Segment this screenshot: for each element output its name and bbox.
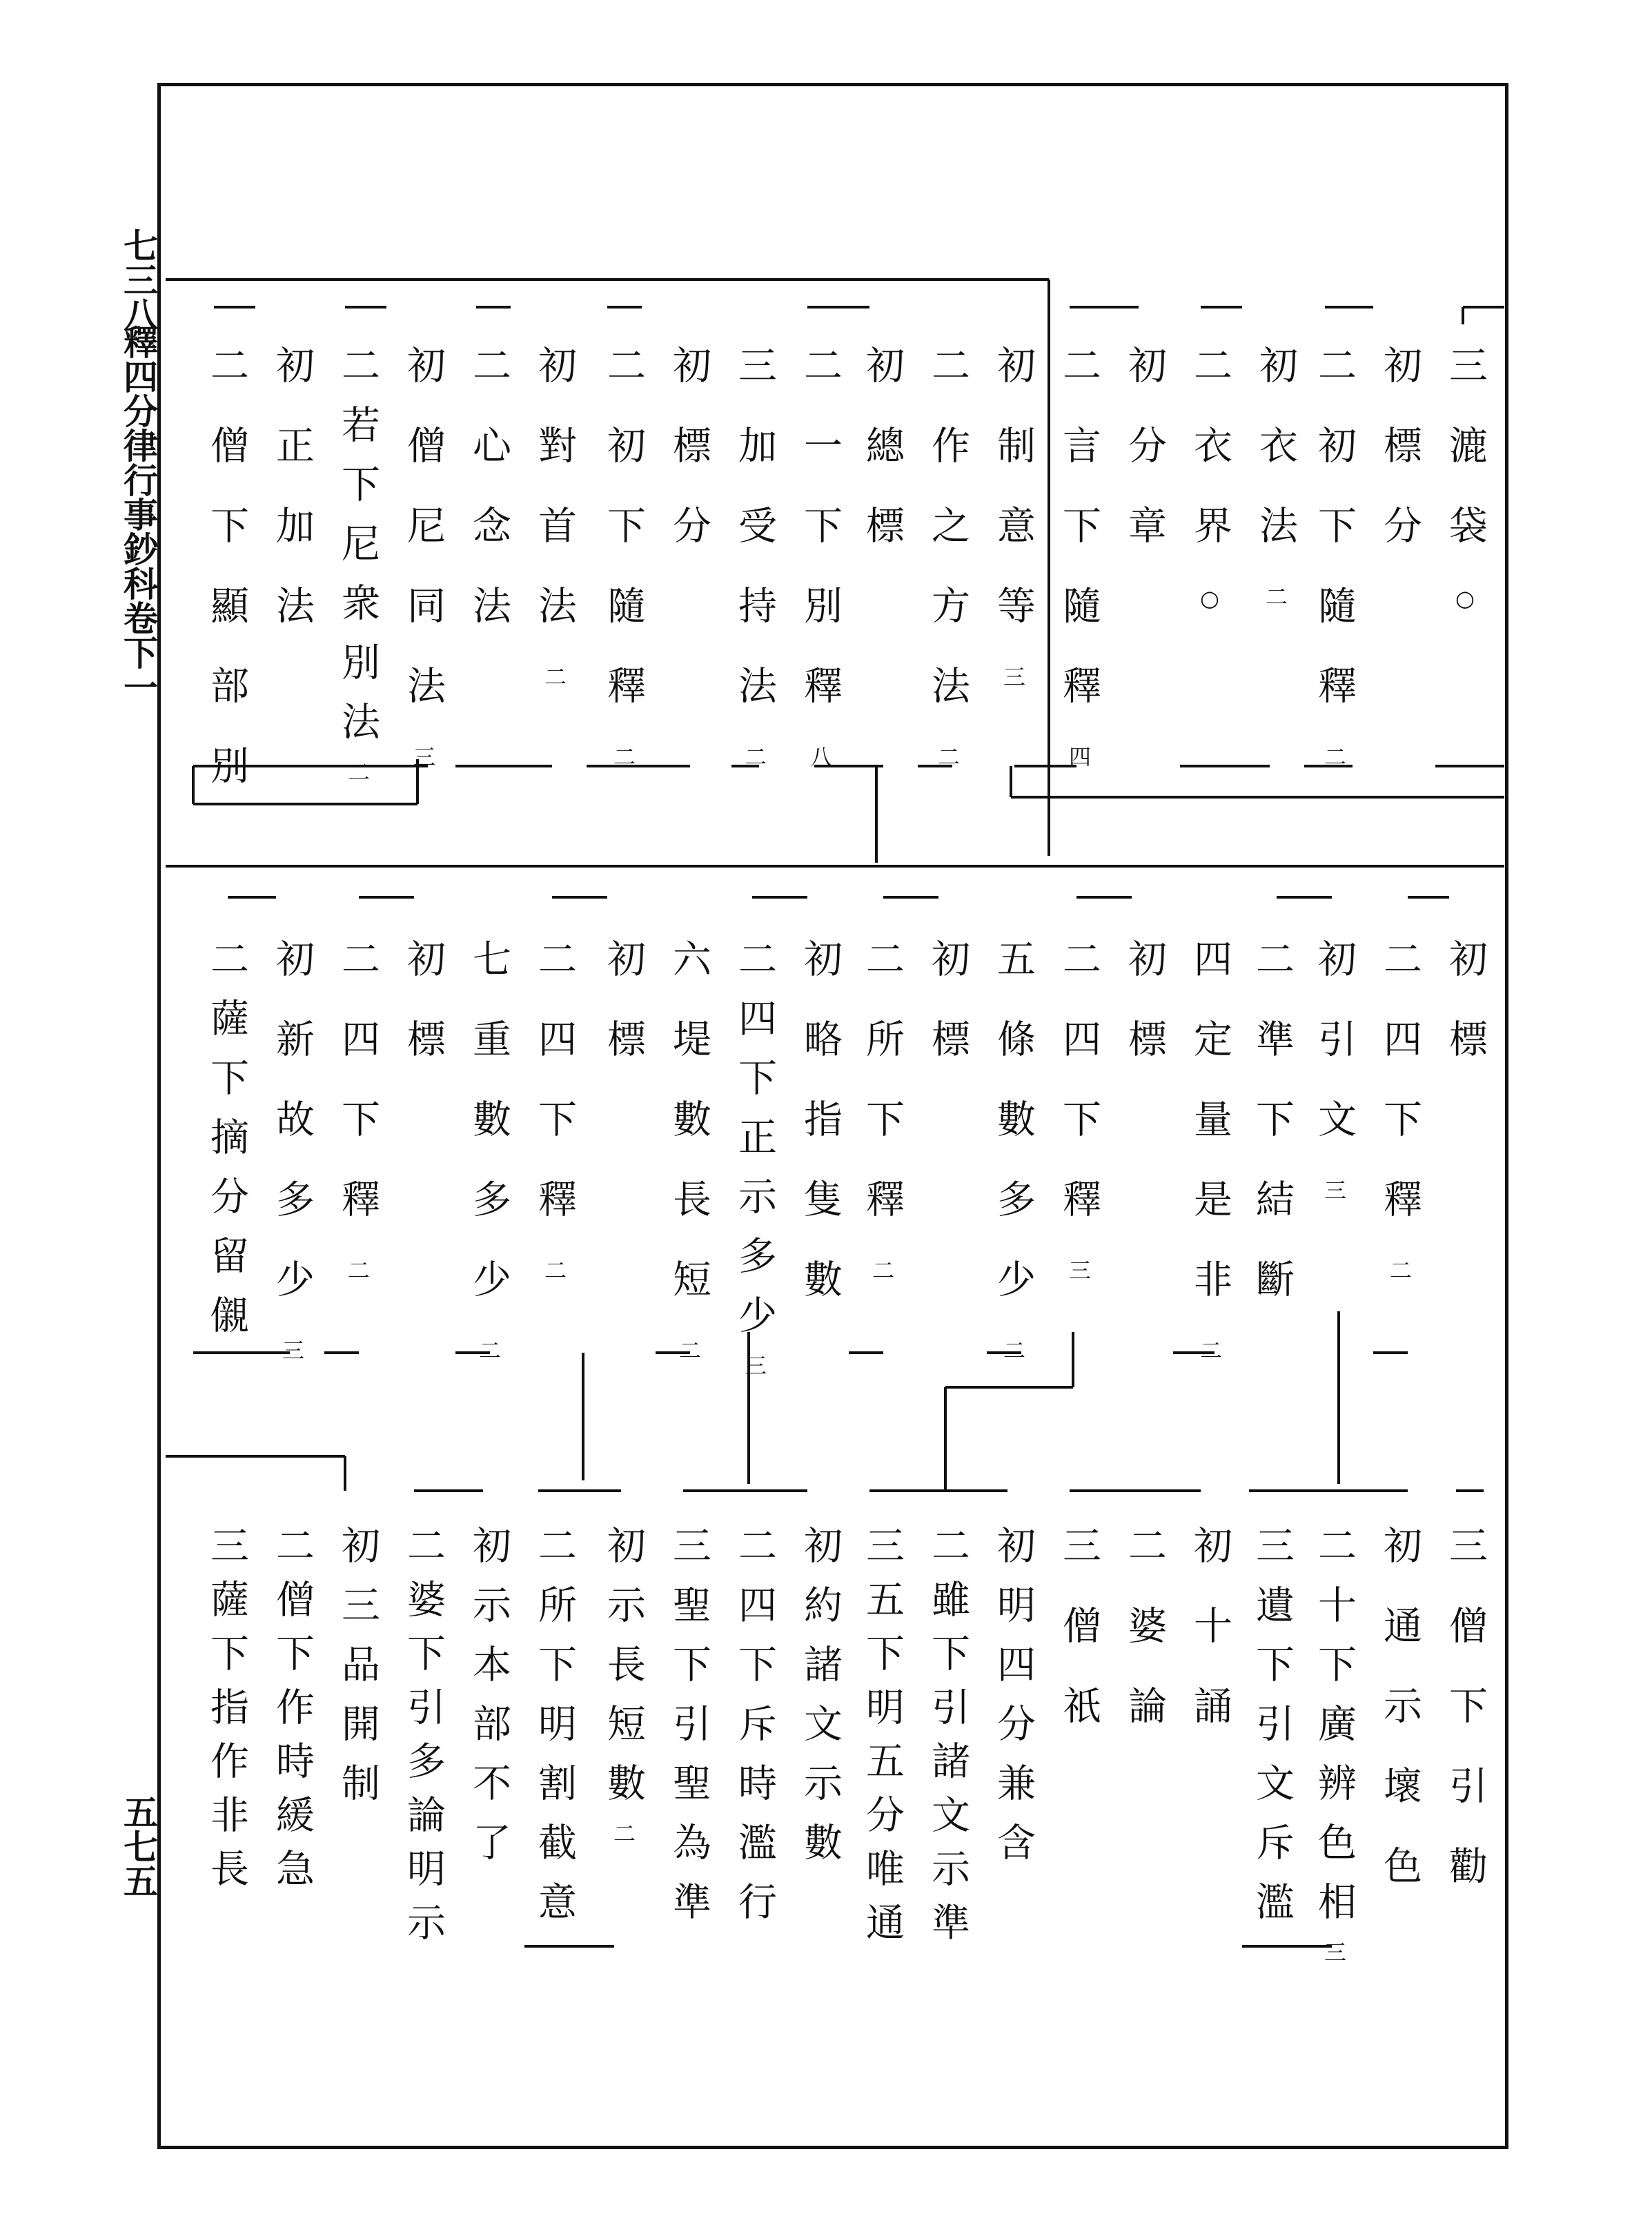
row1-col-15: 初對首法二 [532, 345, 577, 687]
row1-col-14: 二初下隨釋二 [601, 345, 646, 767]
row2-col-20: 二薩下摘分留儭 [204, 939, 249, 1354]
page-number: 五七五 [118, 1794, 159, 1898]
row1-col-6: 初分章 [1122, 345, 1167, 585]
row2-col-3: 初引文三 [1312, 939, 1357, 1201]
row1-col-8: 初制意等三 [991, 345, 1036, 687]
row2-col-1: 初標 [1443, 939, 1488, 1099]
row3-col-15: 二所下明割截意 [532, 1525, 577, 1941]
row3-col-10: 三五下明五分唯通 [860, 1525, 905, 1956]
row2-col-19: 初新故多少三 [270, 939, 315, 1361]
row2-col-6: 初標 [1122, 939, 1167, 1099]
row1-col-16: 二心念法 [466, 345, 511, 665]
row2-col-5: 四定量是非二 [1188, 939, 1232, 1361]
row3-col-7: 三僧祇 [1056, 1525, 1101, 1765]
book-title: 釋四分律行事鈔科卷下一 [118, 324, 159, 704]
row2-col-8: 五條數多少二 [991, 939, 1036, 1361]
row1-col-5: 二衣界○ [1188, 345, 1232, 611]
row2-col-17: 初標 [401, 939, 446, 1099]
row3-col-12: 二四下斥時濫行 [732, 1525, 777, 1941]
row3-col-1: 三僧下引勸 [1443, 1525, 1488, 1926]
row3-col-2: 初通示壞色 [1377, 1525, 1422, 1926]
row1-col-19: 初正加法 [270, 345, 315, 665]
row3-col-9: 二雖下引諸文示準 [925, 1525, 970, 1956]
row3-col-11: 初約諸文示數 [798, 1525, 843, 1881]
row2-col-18: 二四下釋二 [335, 939, 380, 1281]
row1-col-3: 二初下隨釋二 [1312, 345, 1357, 767]
row3-col-17: 二婆下引多論明示 [401, 1525, 446, 1956]
row3-col-3: 二十下廣辨色相三 [1312, 1525, 1357, 1963]
row1-col-12: 三加受持法二 [732, 345, 777, 767]
row1-col-4: 初衣法二 [1253, 345, 1298, 607]
row3-col-5: 初十誦 [1188, 1525, 1232, 1765]
row1-col-17: 初僧尼同法三 [401, 345, 446, 767]
row1-col-18: 二若下尼衆別法二 [335, 345, 380, 783]
row1-col-1: 三漉袋○ [1443, 345, 1488, 611]
row1-col-13: 初標分 [667, 345, 711, 585]
row1-col-2: 初標分 [1377, 345, 1422, 585]
row1-col-7: 二言下隨釋四 [1056, 345, 1101, 767]
row2-col-2: 二四下釋二 [1377, 939, 1422, 1281]
row2-col-9: 初標 [925, 939, 970, 1099]
row2-col-13: 六堤數長短二 [667, 939, 711, 1361]
row3-col-18: 初三品開制 [335, 1525, 380, 1822]
row3-col-19: 二僧下作時緩急 [270, 1525, 315, 1902]
row1-col-10: 初總標 [860, 345, 905, 585]
row3-col-16: 初示本部不了 [466, 1525, 511, 1881]
row2-col-12: 二四下正示多少三 [732, 939, 777, 1376]
row2-col-14: 初標 [601, 939, 646, 1099]
row3-col-6: 二婆論 [1122, 1525, 1167, 1765]
row3-col-13: 三聖下引聖為準 [667, 1525, 711, 1941]
book-page-number: 七三八 [118, 228, 159, 331]
row2-col-16: 七重數多少二 [466, 939, 511, 1361]
row2-col-7: 二四下釋三 [1056, 939, 1101, 1281]
row1-col-20: 二僧下顯部別 [204, 345, 249, 825]
row3-col-14: 初示長短數二 [601, 1525, 646, 1844]
row3-col-4: 三遺下引文斥濫 [1250, 1525, 1295, 1941]
row1-col-11: 二一下別釋八 [798, 345, 843, 767]
row2-col-4: 二準下結斷 [1250, 939, 1295, 1339]
row1-col-9: 二作之方法二 [925, 345, 970, 767]
row3-col-20: 三薩下指作非長 [204, 1525, 249, 1902]
row2-col-15: 二四下釋二 [532, 939, 577, 1281]
row2-col-11: 初略指隻數 [798, 939, 843, 1339]
row3-col-8: 初明四分兼含 [991, 1525, 1036, 1881]
row2-col-10: 二所下釋二 [860, 939, 905, 1281]
